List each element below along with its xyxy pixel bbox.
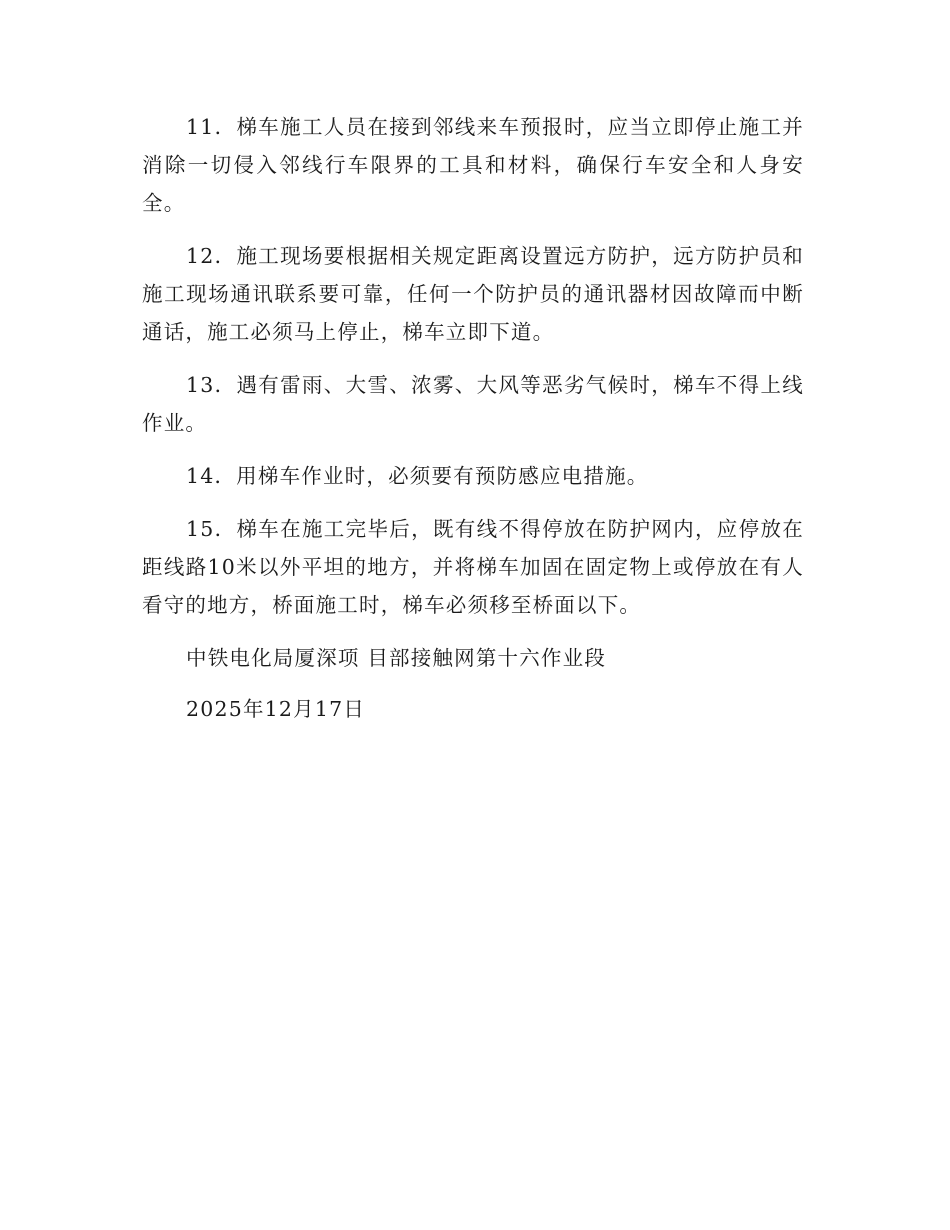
- paragraph-item-14: 14．用梯车作业时，必须要有预防感应电措施。: [186, 464, 649, 488]
- paragraph-item-12: 12．施工现场要根据相关规定距离设置远方防护，远方防护员和施工现场通讯联系要可靠，任何一个防护员的通讯器材因故障而中断通话，施工必须马上停止，梯车立即下道。: [142, 244, 804, 344]
- signature-line: 中铁电化局厦深项 目部接触网第十六作业段: [186, 646, 607, 670]
- paragraph-item-15: 15．梯车在施工完毕后，既有线不得停放在防护网内，应停放在距线路10米以外平坦的地方，并将梯车加固在固定物上或停放在有人看守的地方，桥面施工时，梯车必须移至桥面以下。: [142, 517, 804, 617]
- paragraph-item-11: 11．梯车施工人员在接到邻线来车预报时，应当立即停止施工并消除一切侵入邻线行车限界的工具和材料，确保行车安全和人身安全。: [142, 115, 804, 215]
- document-body: [142, 108, 804, 728]
- date-line: 2025年12月17日: [186, 697, 366, 721]
- paragraph-item-13: 13．遇有雷雨、大雪、浓雾、大风等恶劣气候时，梯车不得上线作业。: [142, 373, 804, 435]
